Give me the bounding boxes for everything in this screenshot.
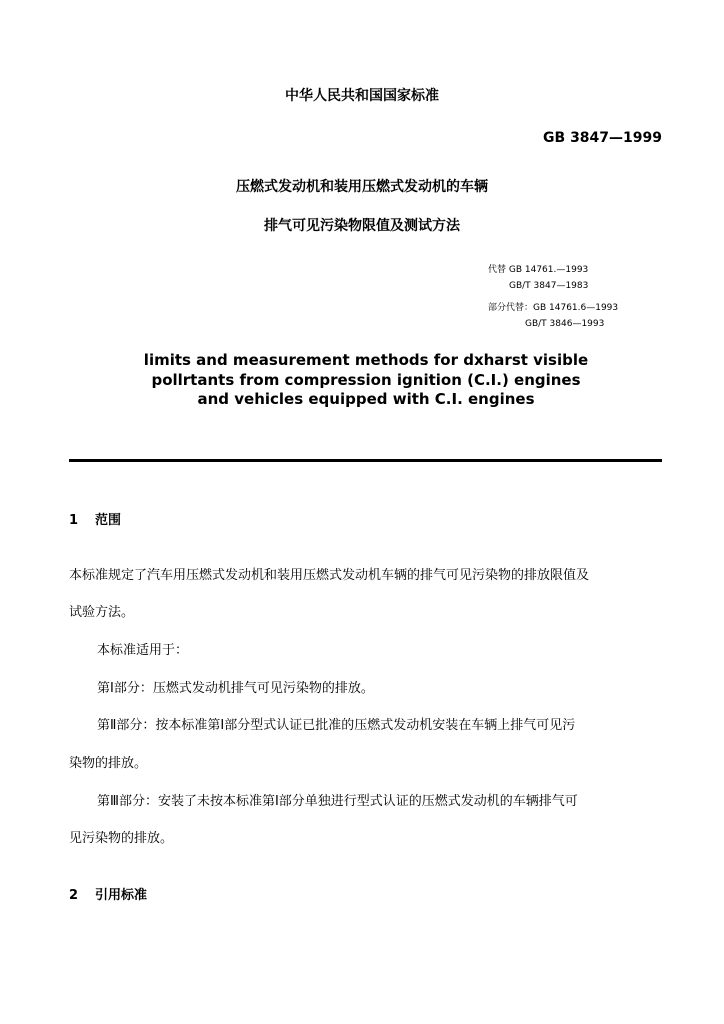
part-2-text-line1: 第Ⅱ部分：按本标准第Ⅰ部分型式认证已批准的压燃式发动机安装在车辆上排气可见污: [97, 718, 576, 733]
supersedes-line2: GB/T 3847—1983: [509, 281, 589, 291]
section-2-heading: [69, 884, 147, 903]
header-divider: [69, 459, 662, 462]
document-title-line1: 压燃式发动机和装用压燃式发动机的车辆: [236, 179, 488, 195]
section-1-number: 1: [69, 513, 79, 528]
supersedes-line4: GB/T 3846—1993: [525, 319, 605, 329]
country-standard-title: 中华人民共和国国家标准: [285, 88, 439, 104]
section-2-title: 引用标准: [95, 888, 148, 903]
part-3-text-line2: 见污染物的排放。: [69, 831, 174, 846]
english-title-line1: limits and measurement methods for dxharst visible: [143, 351, 589, 369]
applicability-intro: 本标准适用于：: [97, 643, 189, 658]
part-3-text-line1: 第Ⅲ部分：安装了未按本标准第Ⅰ部分单独进行型式认证的压燃式发动机的车辆排气可: [97, 794, 578, 809]
scope-paragraph-line1: 本标准规定了汽车用压燃式发动机和装用压燃式发动机车辆的排气可见污染物的排放限值及: [69, 568, 590, 583]
document-title-line2: 排气可见污染物限值及测试方法: [264, 218, 460, 234]
part-2-text-line2: 染物的排放。: [69, 756, 148, 771]
english-title-line3: and vehicles equipped with C.I. engines: [197, 390, 535, 408]
english-title-line2: pollrtants from compression ignition (C.I.) engines: [151, 371, 581, 389]
supersedes-line3: 部分代替：GB 14761.6—1993: [488, 303, 619, 313]
supersedes-line1: 代替 GB 14761.—1993: [488, 265, 589, 275]
section-2-number: 2: [69, 888, 79, 903]
part-1-text: 第Ⅰ部分：压燃式发动机排气可见污染物的排放。: [97, 681, 374, 696]
scope-paragraph-line2: 试验方法。: [69, 605, 135, 620]
standard-number: GB 3847—1999: [543, 130, 662, 146]
section-1-heading: [69, 509, 121, 528]
section-1-title: 范围: [95, 513, 122, 528]
